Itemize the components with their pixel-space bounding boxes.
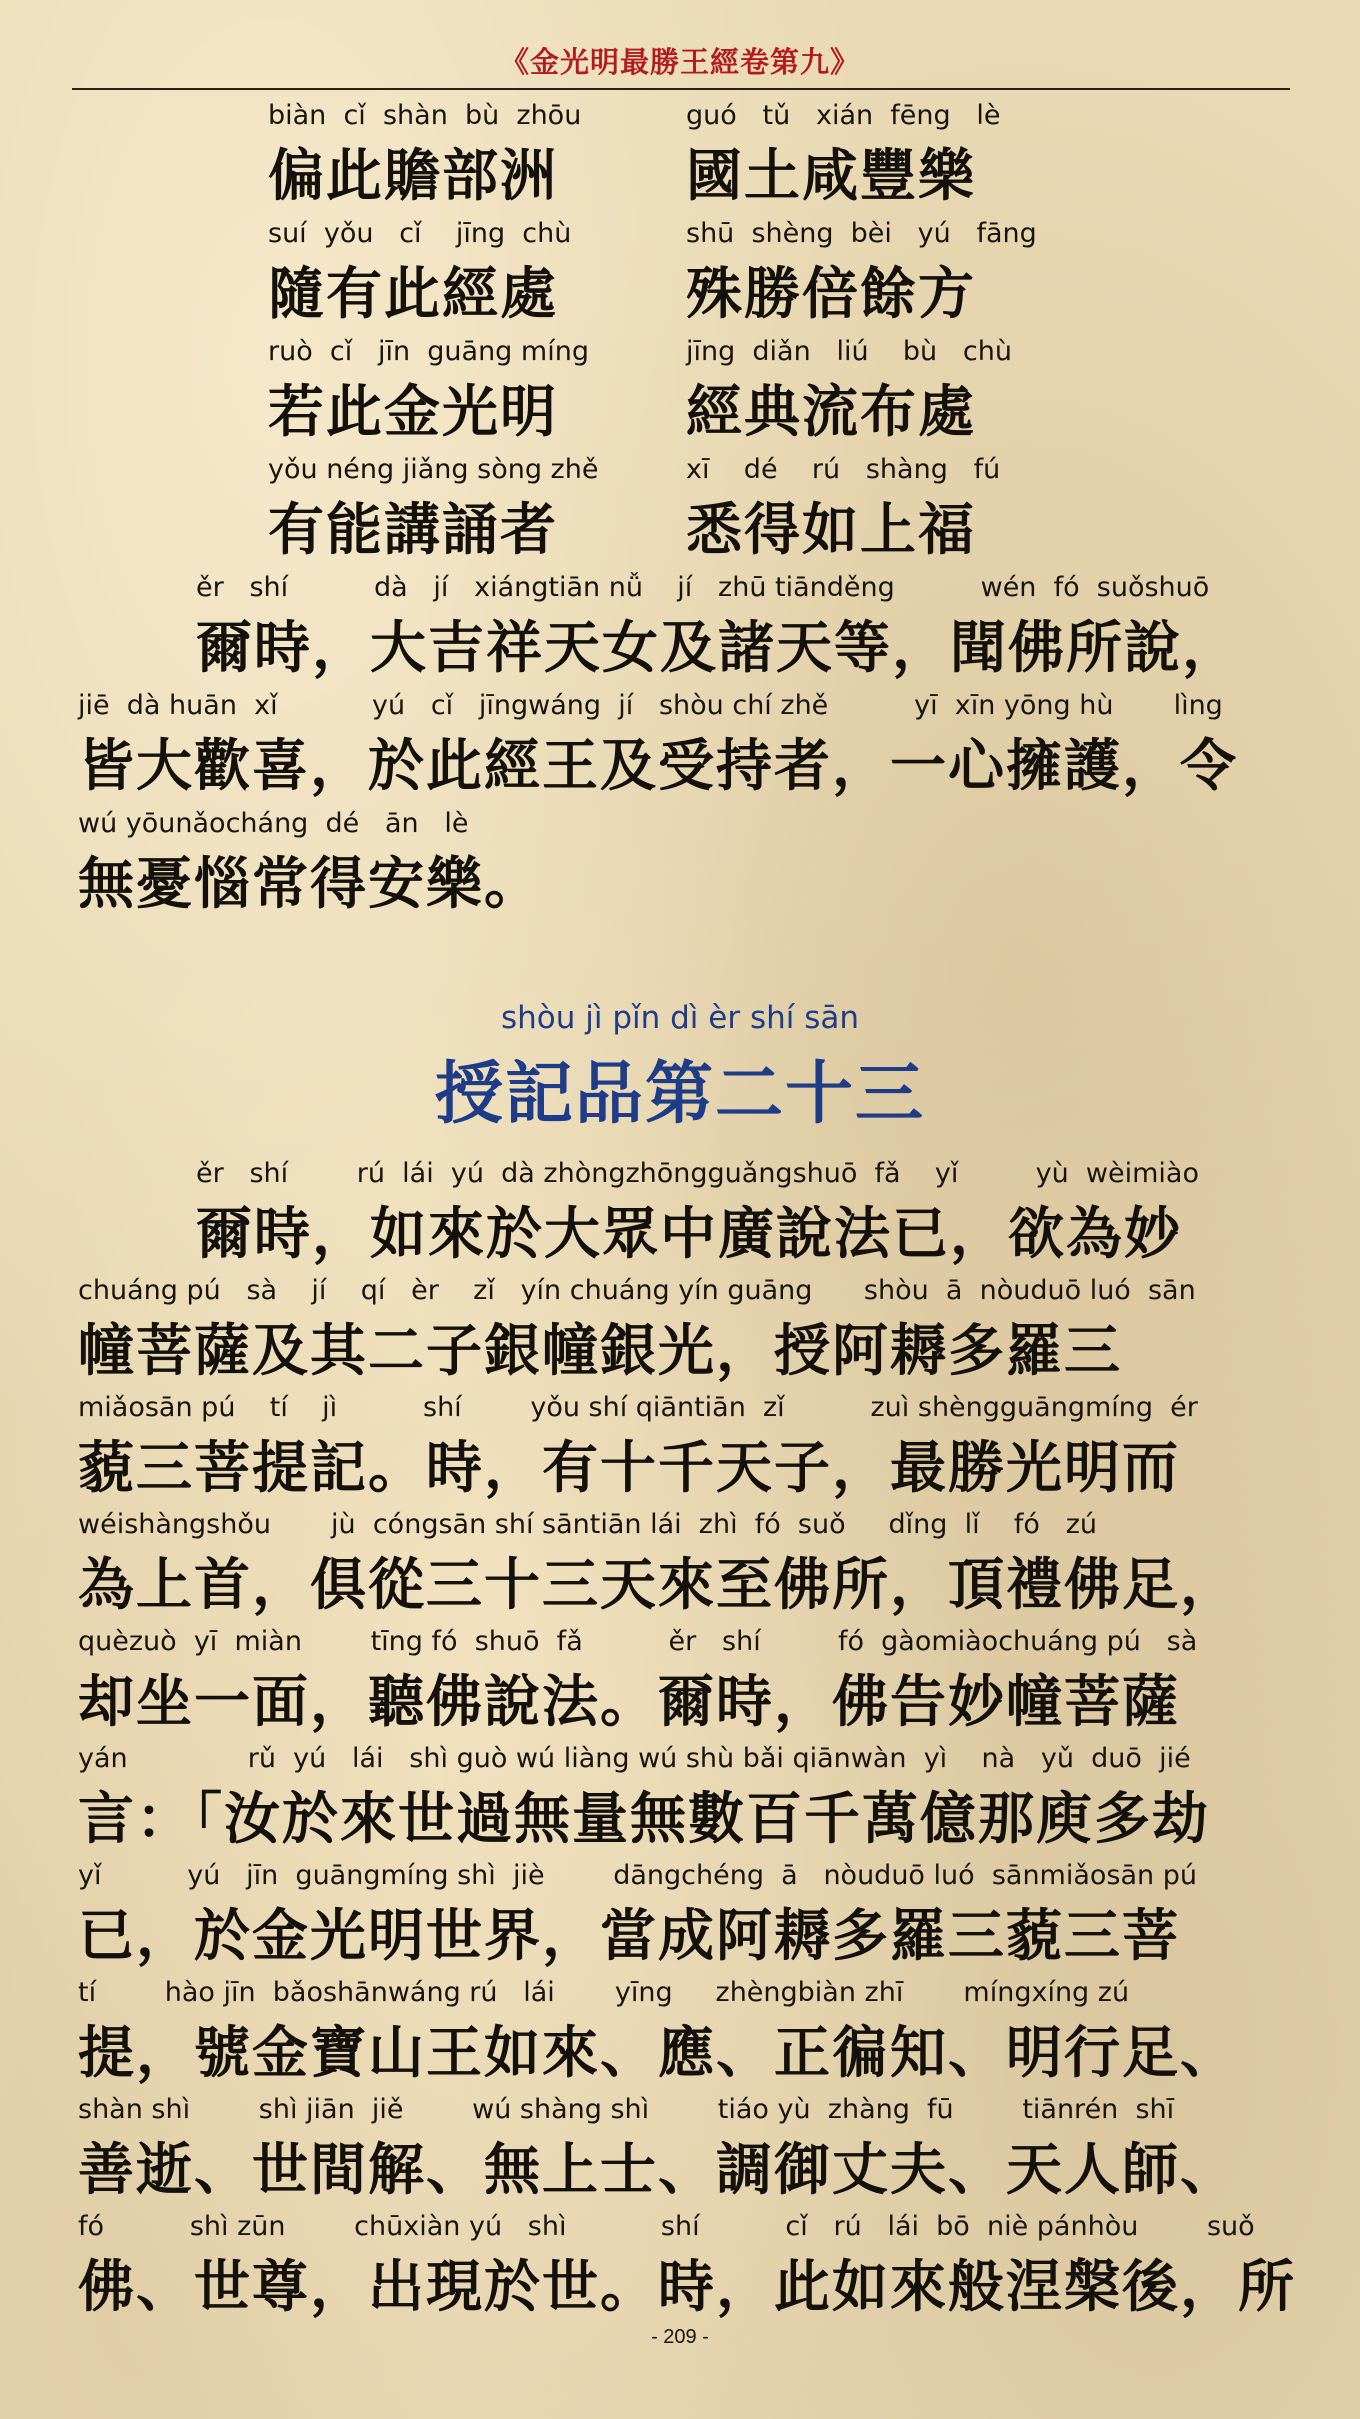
pinyin-line: yǐ yú jīn guāngmíng shì jiè dāngchéng ā nòuduō luó sānmiǎosān pú (78, 1860, 1197, 1891)
prose-line (0, 1743, 1360, 1863)
verse-line (0, 336, 1360, 456)
prose-line (0, 1977, 1360, 2097)
pinyin-line: xī dé rú shàng fú (686, 454, 1001, 485)
pinyin-line: ruò cǐ jīn guāng míng (268, 336, 589, 367)
pinyin-line: ěr shí rú lái yú dà zhòngzhōngguǎngshuō fǎ yǐ yù wèimiào (196, 1158, 1199, 1189)
prose-line (0, 2211, 1360, 2331)
hanzi-line: 提，號金寶山王如來、應、正徧知、明行足、 (78, 2021, 1238, 2086)
hanzi-line: 佛、世尊，出現於世。時，此如來般涅槃後，所 (78, 2255, 1296, 2320)
pinyin-line: wú yōunǎocháng dé ān lè (78, 808, 469, 839)
prose-line (0, 1275, 1360, 1395)
hanzi-line: 藐三菩提記。時，有十千天子，最勝光明而 (78, 1436, 1180, 1501)
pinyin-line: chuáng pú sà jí qí èr zǐ yín chuáng yín guāng shòu ā nòuduō luó sān (78, 1275, 1196, 1306)
header-divider (72, 88, 1290, 90)
hanzi-line: 殊勝倍餘方 (686, 262, 976, 327)
hanzi-line: 皆大歡喜，於此經王及受持者，一心擁護，令 (78, 734, 1238, 799)
hanzi-line: 爾時，大吉祥天女及諸天等，聞佛所說， (196, 616, 1240, 681)
prose-line (0, 1860, 1360, 1980)
pinyin-line: suí yǒu cǐ jīng chù (268, 218, 572, 249)
prose-line (0, 1158, 1360, 1278)
book-title-header: 《金光明最勝王經卷第九》 (499, 45, 860, 79)
chapter-title-pinyin: shòu jì pǐn dì èr shí sān (500, 1000, 859, 1036)
hanzi-line: 有能講誦者 (268, 498, 558, 563)
pinyin-line: fó shì zūn chūxiàn yú shì shí cǐ rú lái bō niè pánhòu suǒ (78, 2211, 1255, 2242)
hanzi-line: 却坐一面，聽佛說法。爾時，佛告妙幢菩薩 (78, 1670, 1180, 1735)
hanzi-line: 已，於金光明世界，當成阿耨多羅三藐三菩 (78, 1904, 1180, 1969)
verse-line (0, 100, 1360, 220)
prose-line (0, 572, 1360, 692)
hanzi-line: 偏此贍部洲 (268, 144, 558, 209)
prose-line (0, 808, 1360, 928)
hanzi-line: 國土咸豐樂 (686, 144, 976, 209)
pinyin-line: wéishàngshǒu jù cóngsān shí sāntiān lái zhì fó suǒ dǐng lǐ fó zú (78, 1509, 1097, 1540)
hanzi-line: 悉得如上福 (686, 498, 976, 563)
pinyin-line: quèzuò yī miàn tīng fó shuō fǎ ěr shí fó gàomiàochuáng pú sà (78, 1626, 1198, 1657)
page-number: - 209 - (651, 2326, 709, 2348)
hanzi-line: 若此金光明 (268, 380, 558, 445)
hanzi-line: 隨有此經處 (268, 262, 558, 327)
prose-line (0, 2094, 1360, 2214)
prose-line (0, 1392, 1360, 1512)
pinyin-line: jiē dà huān xǐ yú cǐ jīngwáng jí shòu chí zhě yī xīn yōng hù lìng (78, 690, 1223, 721)
verse-line (0, 218, 1360, 338)
pinyin-line: biàn cǐ shàn bù zhōu (268, 100, 582, 131)
hanzi-line: 善逝、世間解、無上士、調御丈夫、天人師、 (78, 2138, 1238, 2203)
prose-line (0, 1509, 1360, 1629)
pinyin-line: jīng diǎn liú bù chù (686, 336, 1012, 367)
hanzi-line: 無憂惱常得安樂。 (78, 852, 542, 917)
hanzi-line: 為上首，俱從三十三天來至佛所，頂禮佛足， (78, 1553, 1238, 1618)
hanzi-line: 經典流布處 (686, 380, 976, 445)
prose-line (0, 1626, 1360, 1746)
pinyin-line: miǎosān pú tí jì shí yǒu shí qiāntiān zǐ zuì shèngguāngmíng ér (78, 1392, 1198, 1423)
chapter-title: 授記品第二十三 (434, 1054, 925, 1134)
hanzi-line: 爾時，如來於大眾中廣說法已，欲為妙 (196, 1202, 1182, 1267)
pinyin-line: guó tǔ xián fēng lè (686, 100, 1001, 131)
pinyin-line: yǒu néng jiǎng sòng zhě (268, 454, 599, 485)
pinyin-line: shū shèng bèi yú fāng (686, 218, 1037, 249)
pinyin-line: yán rǔ yú lái shì guò wú liàng wú shù bǎi qiānwàn yì nà yǔ duō jié (78, 1743, 1191, 1774)
prose-line (0, 690, 1360, 810)
pinyin-line: tí hào jīn bǎoshānwáng rú lái yīng zhèngbiàn zhī míngxíng zú (78, 1977, 1130, 2008)
hanzi-line: 言：「汝於來世過無量無數百千萬億那庾多劫 (78, 1787, 1210, 1852)
pinyin-line: ěr shí dà jí xiángtiān nǚ jí zhū tiānděng wén fó suǒshuō (196, 572, 1210, 603)
pinyin-line: shàn shì shì jiān jiě wú shàng shì tiáo yù zhàng fū tiānrén shī (78, 2094, 1175, 2125)
hanzi-line: 幢菩薩及其二子銀幢銀光，授阿耨多羅三 (78, 1319, 1122, 1384)
verse-line (0, 454, 1360, 574)
